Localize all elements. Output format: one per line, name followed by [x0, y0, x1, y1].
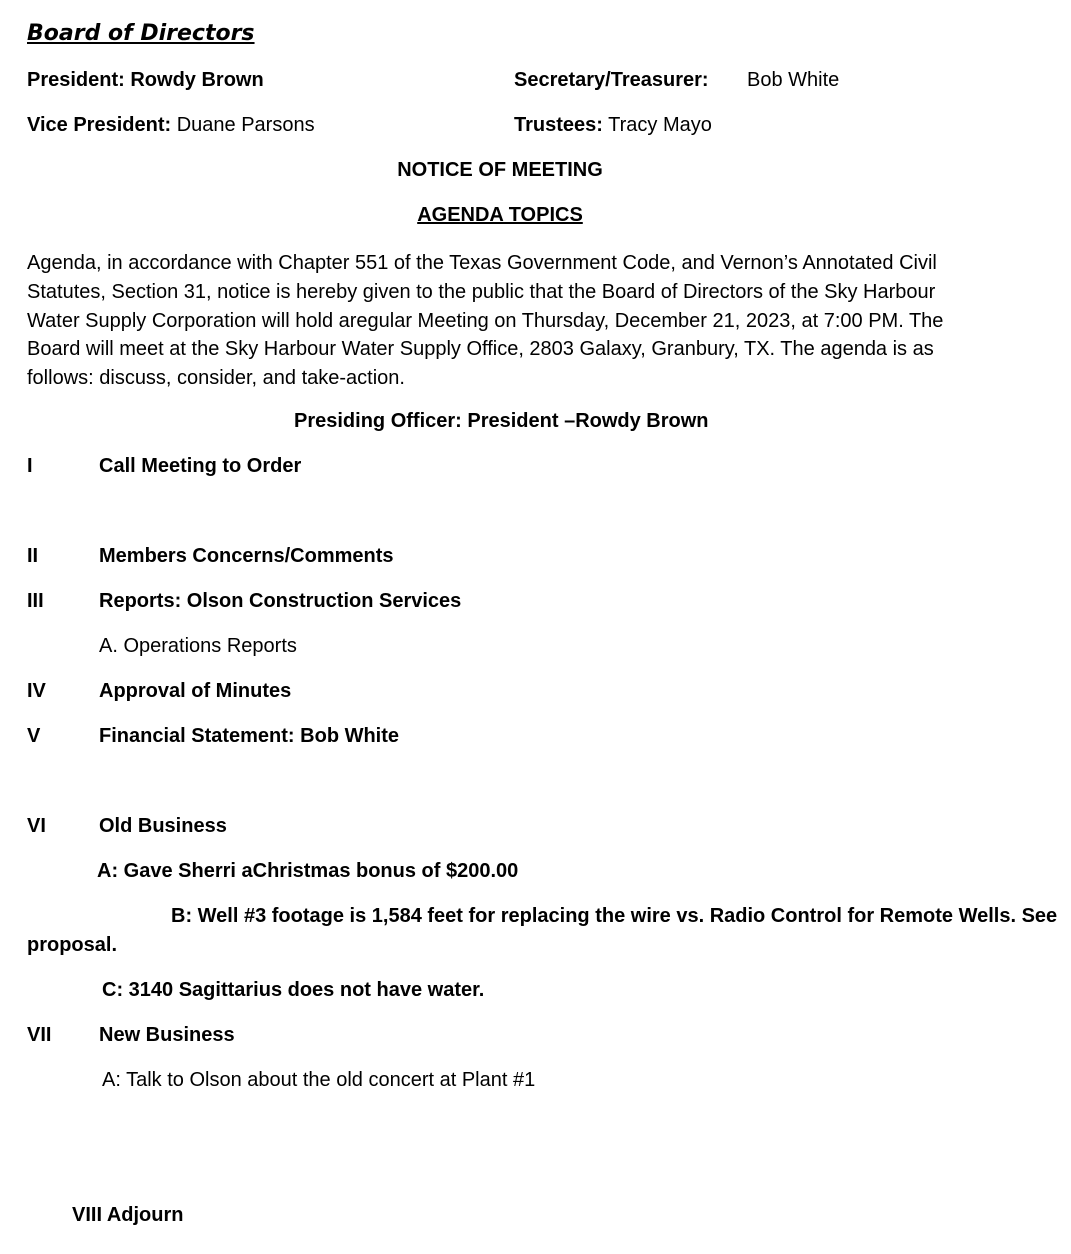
agenda-item-reports: Reports: Olson Construction Services — [99, 590, 462, 612]
agenda-number-vii: VII — [27, 1024, 52, 1046]
agenda-item-new-business: New Business — [99, 1024, 235, 1046]
agenda-item-approval-of-minutes: Approval of Minutes — [99, 680, 292, 702]
vice-president-line — [27, 115, 315, 135]
secretary-label: Secretary/Treasurer: — [514, 69, 709, 91]
agenda-topics-text: AGENDA TOPICS — [417, 204, 583, 226]
agenda-subitem-sagittarius: C: 3140 Sagittarius does not have water. — [102, 979, 485, 1001]
presiding-officer: Presiding Officer: President –Rowdy Brown — [294, 410, 709, 432]
agenda-number-vi: VI — [27, 815, 46, 837]
notice-heading: NOTICE OF MEETING — [397, 159, 603, 181]
agenda-subitem-operations-reports: A. Operations Reports — [99, 635, 297, 657]
agenda-subitem-olson-concert: A: Talk to Olson about the old concert at Plant #1 — [102, 1069, 536, 1091]
agenda-subitem-well-footage: B: Well #3 footage is 1,584 feet for replacing the wire vs. Radio Control for Remote Wells. See — [171, 905, 1058, 927]
agenda-item-member-concerns: Members Concerns/Comments — [99, 545, 394, 567]
agenda-number-v: V — [27, 725, 41, 747]
notice-paragraph: Agenda, in accordance with Chapter 551 of the Texas Government Code, and Vernon’s Annotated Civil Statutes, Section 31, notice is hereby given to the public that the Board of Directors of the Sky Harbour Water Supply Corporation will hold aregular Meeting on Thursday, December 21, 2023, at 7:00 PM. The Board will meet at the Sky Harbour Water Supply Office, 2803 Galaxy, Granbury, TX. The agenda is as follows: discuss, consider, and take-action. — [27, 252, 944, 390]
agenda-item-adjourn: VIII Adjourn — [72, 1204, 184, 1226]
agenda-subitem-well-footage-cont: proposal. — [27, 934, 118, 956]
agenda-number-iv: IV — [27, 680, 46, 702]
agenda-number-i: I — [27, 455, 33, 477]
vp-label: Vice President: — [27, 114, 172, 136]
agenda-number-ii: II — [27, 545, 39, 567]
agenda-item-call-to-order: Call Meeting to Order — [99, 455, 302, 477]
agenda-subitem-bonus: A: Gave Sherri aChristmas bonus of $200.00 — [97, 860, 519, 882]
trustees-name: Tracy Mayo — [608, 114, 712, 136]
president-line: President: Rowdy Brown — [27, 69, 264, 91]
agenda-item-old-business: Old Business — [99, 815, 227, 837]
agenda-topics-heading — [0, 205, 1000, 225]
board-title: Board of Directors — [27, 21, 255, 46]
agenda-number-iii: III — [27, 590, 44, 612]
trustees-line — [514, 115, 712, 135]
vp-name: Duane Parsons — [176, 114, 315, 136]
agenda-item-financial-statement: Financial Statement: Bob White — [99, 725, 400, 747]
secretary-name: Bob White — [747, 69, 840, 91]
trustees-label: Trustees: — [514, 114, 603, 136]
